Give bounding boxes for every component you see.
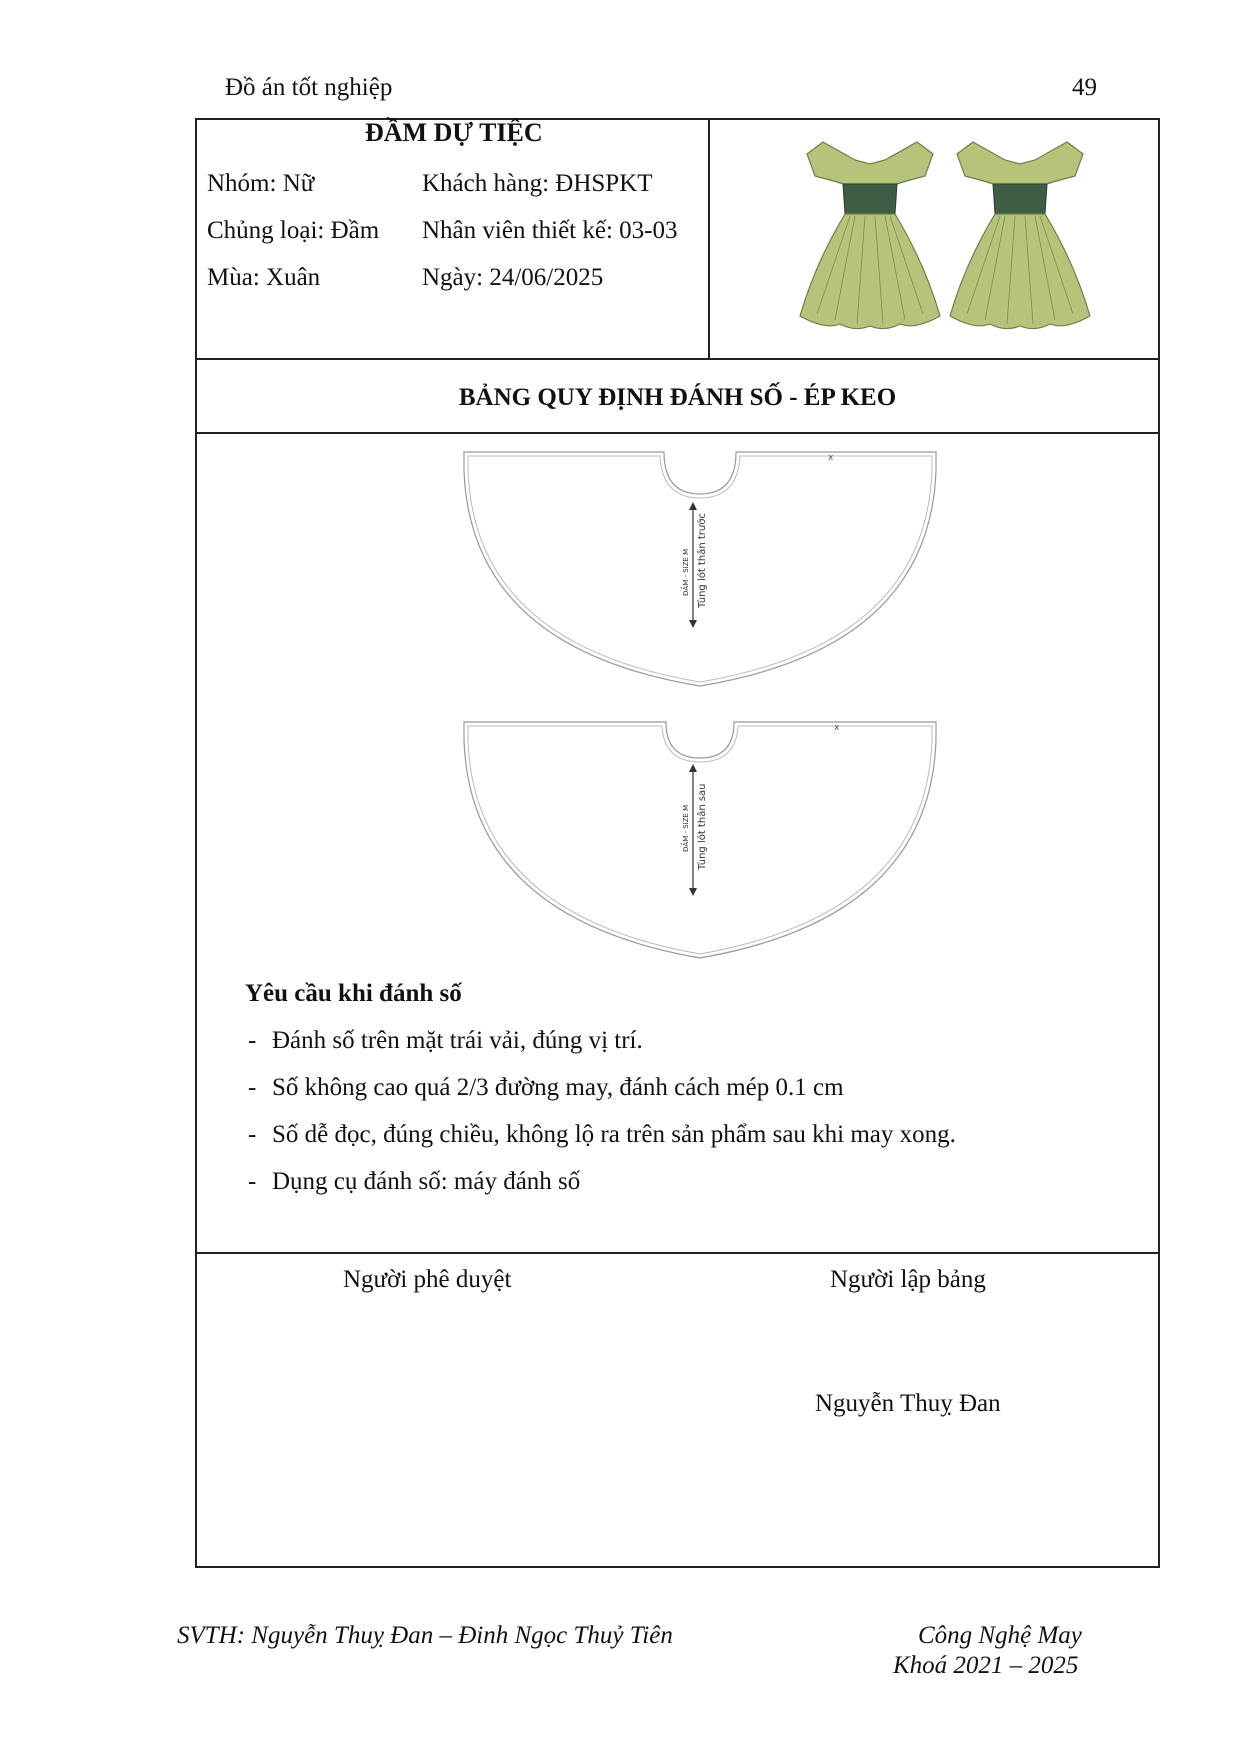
pattern-size-label: ĐẦM - SIZE M (682, 804, 690, 852)
product-customer: Khách hàng: ĐHSPKT (422, 170, 653, 197)
footer-major: Công Nghệ May (918, 1622, 1082, 1649)
creator-label: Người lập bảng (830, 1266, 986, 1293)
table-divider-signature (195, 1252, 1160, 1254)
pattern-piece-label: Tùng lót thân sau (697, 783, 708, 870)
requirement-item: - Số không cao quá 2/3 đường may, đánh cách mép 0.1 cm (248, 1074, 844, 1101)
product-title: ĐẦM DỰ TIỆC (365, 118, 543, 147)
creator-name: Nguyễn Thuỵ Đan (815, 1390, 1001, 1417)
requirement-item: - Số dễ đọc, đúng chiều, không lộ ra trên sản phẩm sau khi may xong. (248, 1121, 956, 1148)
footer-authors: SVTH: Nguyễn Thuỵ Đan – Đinh Ngọc Thuỷ Tiên (177, 1622, 673, 1649)
page-number: 49 (1072, 74, 1097, 101)
table-border-right (1158, 118, 1160, 1567)
requirements-title: Yêu cầu khi đánh số (245, 980, 462, 1007)
approver-label: Người phê duyệt (343, 1266, 512, 1293)
table-border-bottom (195, 1566, 1160, 1568)
requirement-item: - Đánh số trên mặt trái vải, đúng vị trí. (248, 1027, 643, 1054)
dress-illustration-back (945, 134, 1095, 334)
section-banner: BẢNG QUY ĐỊNH ĐÁNH SỐ - ÉP KEO (458, 384, 897, 411)
svg-text:x: x (828, 453, 834, 463)
requirement-item: - Dụng cụ đánh số: máy đánh số (248, 1168, 581, 1195)
table-divider-header (195, 358, 1160, 360)
product-group: Nhóm: Nữ (207, 170, 315, 197)
product-date: Ngày: 24/06/2025 (422, 264, 604, 291)
product-season: Mùa: Xuân (207, 264, 321, 291)
product-category: Chủng loại: Đầm (207, 217, 380, 244)
table-divider-vertical (708, 118, 710, 358)
table-border-left (195, 118, 197, 1567)
svg-text:x: x (834, 723, 840, 733)
document-header: Đồ án tốt nghiệp (225, 74, 393, 101)
footer-course: Khoá 2021 – 2025 (893, 1652, 1079, 1679)
dress-illustration-front (795, 134, 945, 334)
product-designer: Nhân viên thiết kế: 03-03 (422, 217, 678, 244)
table-divider-banner (195, 432, 1160, 434)
pattern-size-label: ĐẦM - SIZE M (682, 548, 690, 596)
table-border-top (195, 118, 1160, 120)
pattern-piece-front (460, 448, 940, 698)
pattern-piece-back (460, 718, 940, 968)
pattern-piece-label: Tùng lót thân trước (697, 513, 708, 608)
